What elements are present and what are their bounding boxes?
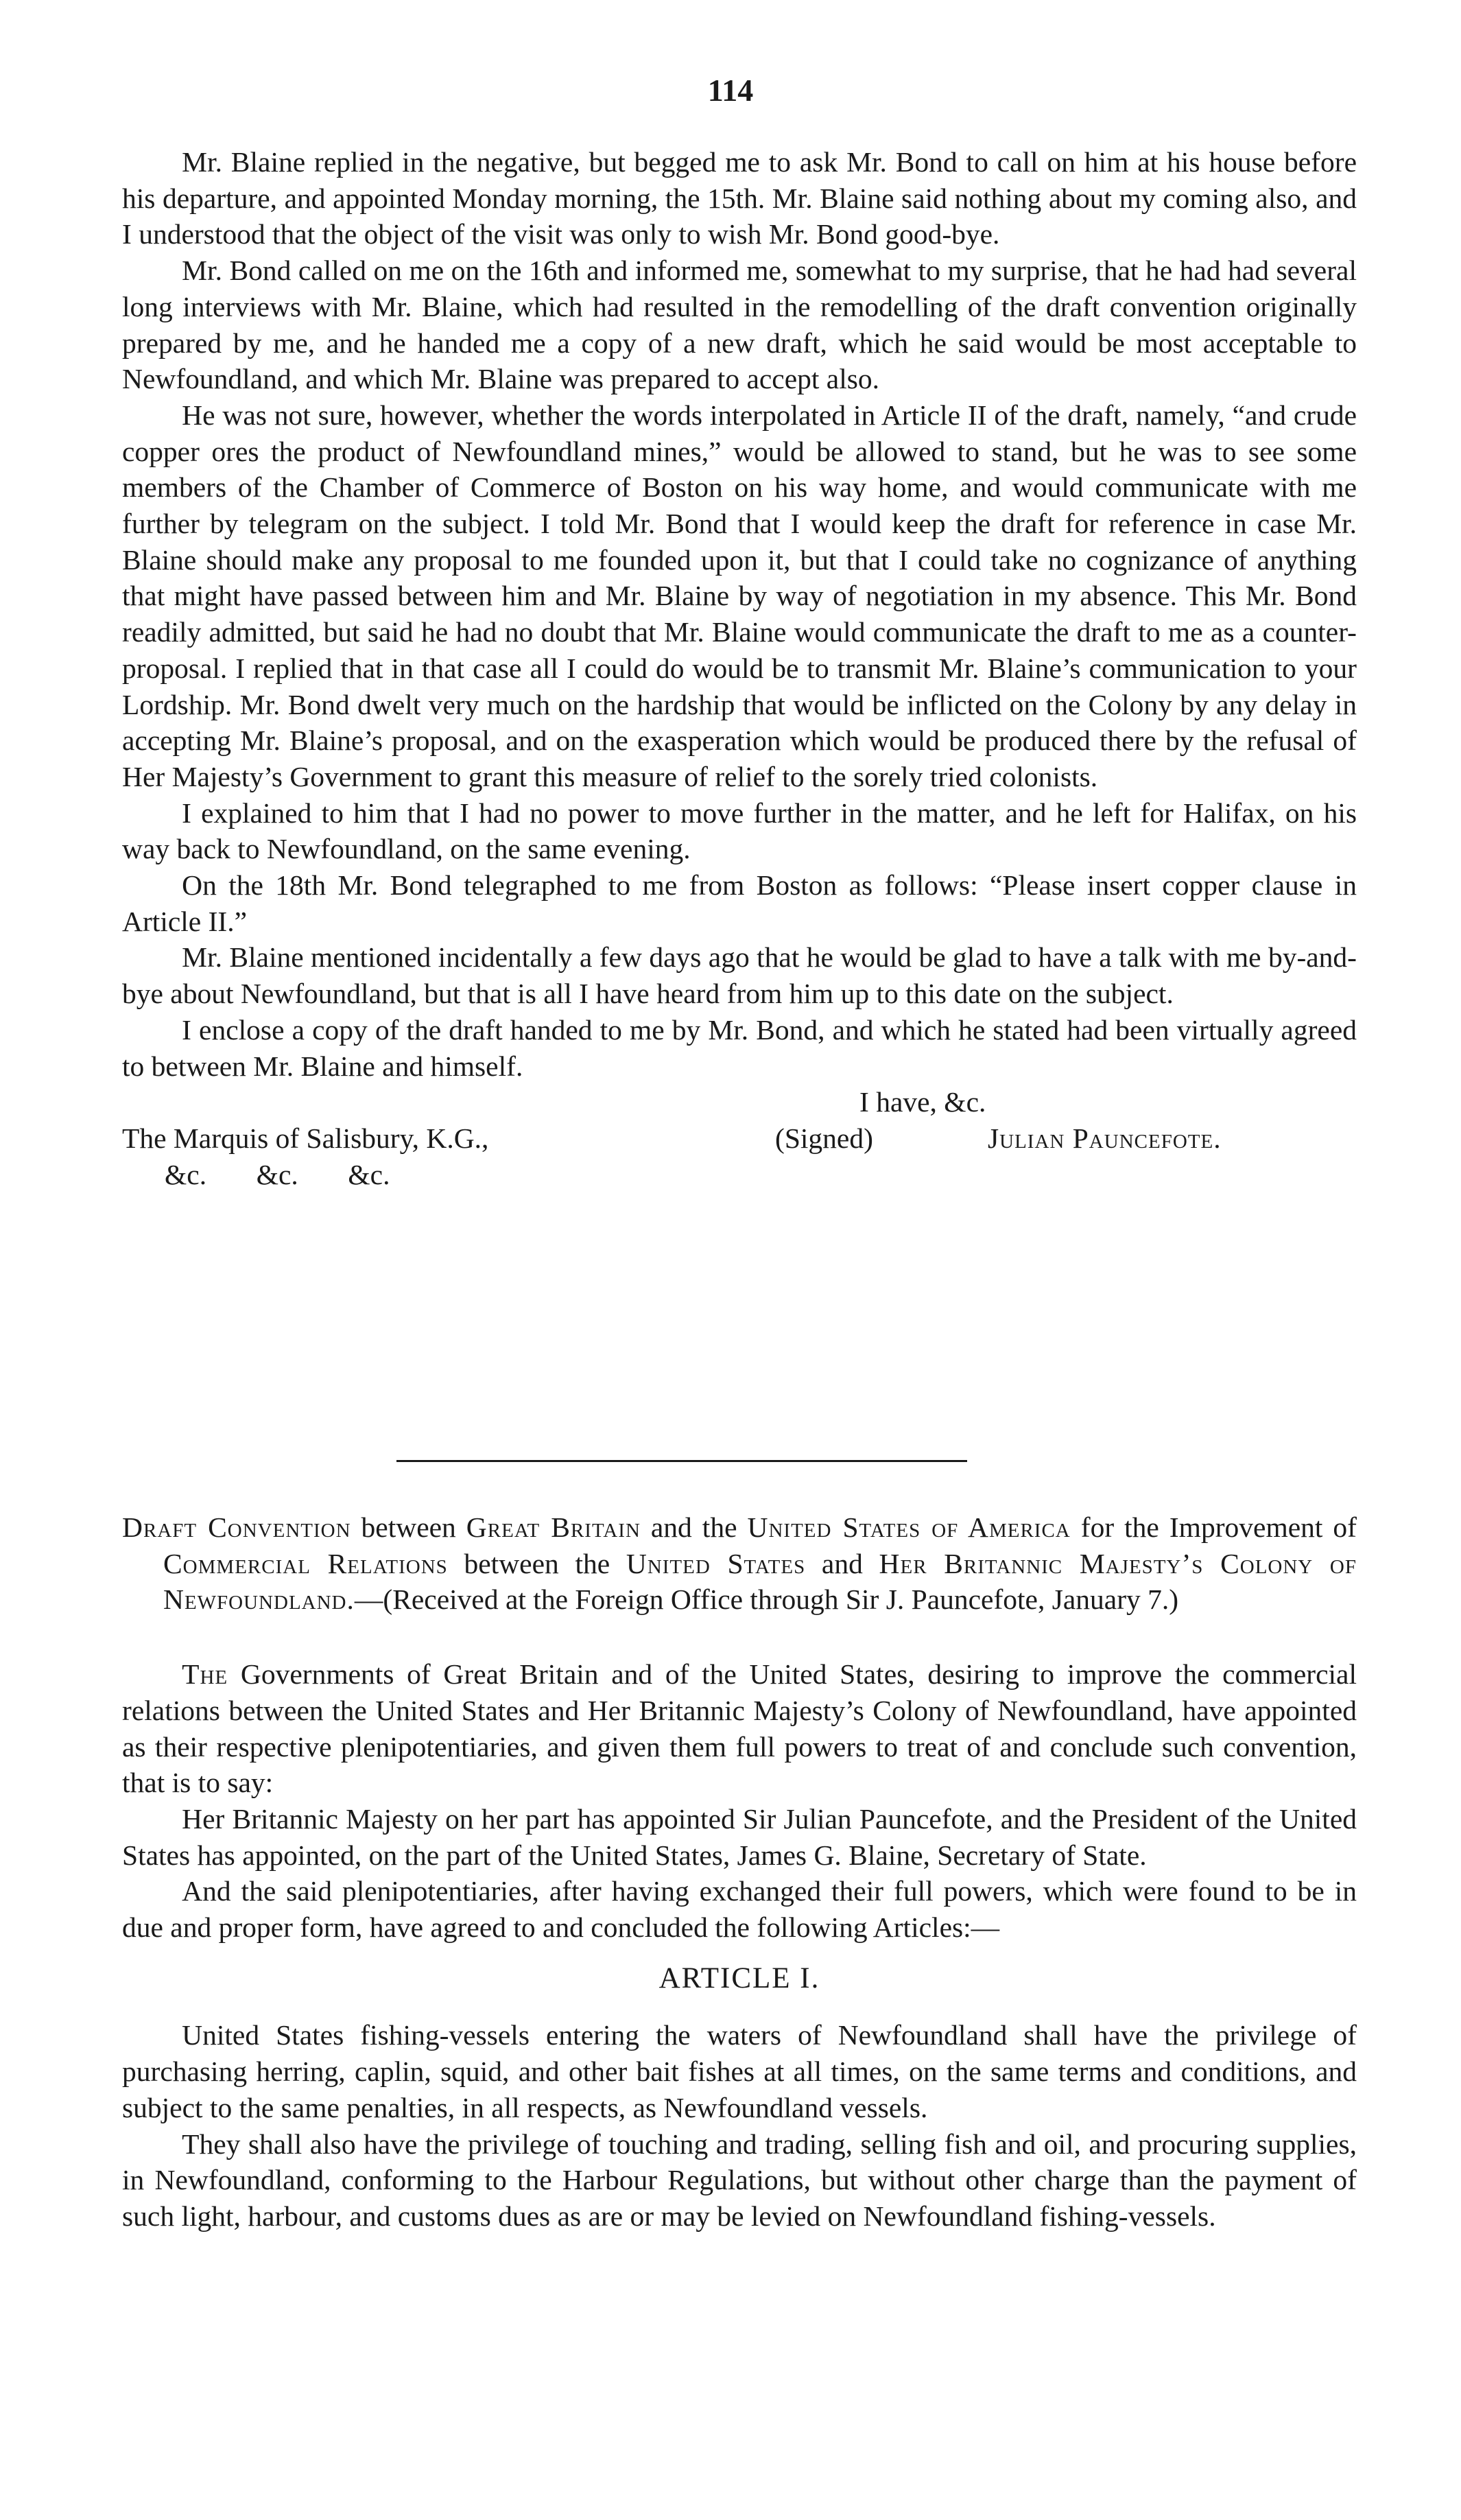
draft-title-part: and [805,1547,879,1579]
article-heading: ARTICLE I. [658,1962,820,1994]
draft-title-part: United States [626,1547,806,1579]
section-divider [396,1460,967,1462]
preamble-rest: Governments of Great Britain and of the United States, desiring to improve the commercial relations between the United States and Her Britannic Majesty’s Colony of Newfoundland, have appointed as their respective plenipotentiaries, and given them full powers to treat of and conclude such convention, that is to say: [122,1658,1357,1799]
draft-body [122,1656,1357,2235]
addressee-etc: &c. &c. &c. [165,1158,390,1190]
preamble-lead: The [182,1658,228,1691]
closing-row [122,1084,1357,1120]
addressee-etc-row [122,1157,1357,1193]
letter-paragraph: Mr. Blaine replied in the negative, but begged me to ask Mr. Bond to call on him at his house before his departure, and appointed Monday morning, the 15th. Mr. Blaine said nothing about my coming also, and I understood that the object of the visit was only to wish Mr. Bond good-bye. [122,146,1357,250]
draft-title-part: Her Britannic Majesty’s Colony of Newfoundland. [163,1547,1357,1616]
letter-paragraph: Mr. Blaine mentioned incidentally a few days ago that he would be glad to have a talk with me by-and-bye about Newfoundland, but that is all I have heard from him up to this date on the subject. [122,941,1357,1010]
draft-title-part: —(Received at the Foreign Office through Sir J. Pauncefote, January 7.) [354,1583,1179,1616]
draft-title-part: between [351,1511,466,1543]
letter-body [122,144,1357,1192]
draft-paragraph: And the said plenipotentiaries, after having exchanged their full powers, which were found to be in due and proper form, have agreed to and concluded the following Articles:— [122,1875,1357,1944]
draft-title-part: and the [640,1511,748,1543]
draft-title-part: United States of America [747,1511,1071,1543]
draft-convention [122,1509,1357,2235]
letter-paragraph: He was not sure, however, whether the words interpolated in Article II of the draft, namely, “and crude copper ores the product of Newfoundland mines,” would be allowed to stand, but he was to see some members of the Chamber of Commerce of Boston on his way home, and would communicate with me further by telegram on the subject. I told Mr. Bond that I would keep the draft for reference in case Mr. Blaine should make any proposal to me founded upon it, but that I could take no cognizance of anything that might have passed between him and Mr. Blaine by way of negotiation in my absence. This Mr. Bond readily admitted, but said he had no doubt that Mr. Blaine would communicate the draft to me as a counter-proposal. I replied that in that case all I could do would be to transmit Mr. Blaine’s communication to your Lordship. Mr. Bond dwelt very much on the hardship that would be inflicted on the Colony by any delay in accepting Mr. Blaine’s proposal, and on the exasperation which would be produced there by the refusal of Her Majesty’s Government to grant this measure of relief to the sorely tried colonists. [122,399,1357,792]
page-number: 114 [707,73,754,108]
letter-paragraph: I explained to him that I had no power to move further in the matter, and he left for Halifax, on his way back to Newfoundland, on the same evening. [122,797,1357,865]
draft-title [122,1509,1357,1618]
signed-label: (Signed) [775,1122,873,1154]
closing: I have, &c. [859,1086,986,1118]
article-paragraph: United States fishing-vessels entering the waters of Newfoundland shall have the privilege of purchasing herring, caplin, squid, and other bait fishes at all times, on the same terms and conditions, and subject to the same penalties, in all respects, as Newfoundland vessels. [122,2019,1357,2123]
draft-title-part: between the [447,1547,626,1579]
draft-title-part: Commercial Relations [163,1547,448,1579]
signature-row [122,1120,1357,1157]
draft-title-part: for the Improvement of [1070,1511,1357,1543]
letter-paragraph: Mr. Bond called on me on the 16th and informed me, somewhat to my surprise, that he had had several long interviews with Mr. Blaine, which had resulted in the remodelling of the draft convention originally prepared by me, and he handed me a copy of a new draft, which he said would be most acceptable to Newfoundland, and which Mr. Blaine was prepared to accept also. [122,255,1357,395]
draft-title-part: Draft Convention [122,1511,351,1543]
draft-paragraph: Her Britannic Majesty on her part has appointed Sir Julian Pauncefote, and the President of the United States has appointed, on the part of the United States, James G. Blaine, Secretary of State. [122,1802,1357,1871]
addressee: The Marquis of Salisbury, K.G., [122,1122,489,1154]
signatory: Julian Pauncefote. [988,1122,1222,1154]
draft-title-part: Great Britain [466,1511,641,1543]
letter-paragraph: On the 18th Mr. Bond telegraphed to me from Boston as follows: “Please insert copper clause in Article II.” [122,869,1357,937]
letter-paragraph: I enclose a copy of the draft handed to me by Mr. Bond, and which he stated had been virtually agreed to between Mr. Blaine and himself. [122,1013,1357,1082]
preamble [122,1656,1357,1801]
article-paragraph: They shall also have the privilege of touching and trading, selling fish and oil, and procuring supplies, in Newfoundland, conforming to the Harbour Regulations, but without other charge than the payment of such light, harbour, and customs dues as are or may be levied on Newfoundland fishing-vessels. [122,2128,1357,2232]
